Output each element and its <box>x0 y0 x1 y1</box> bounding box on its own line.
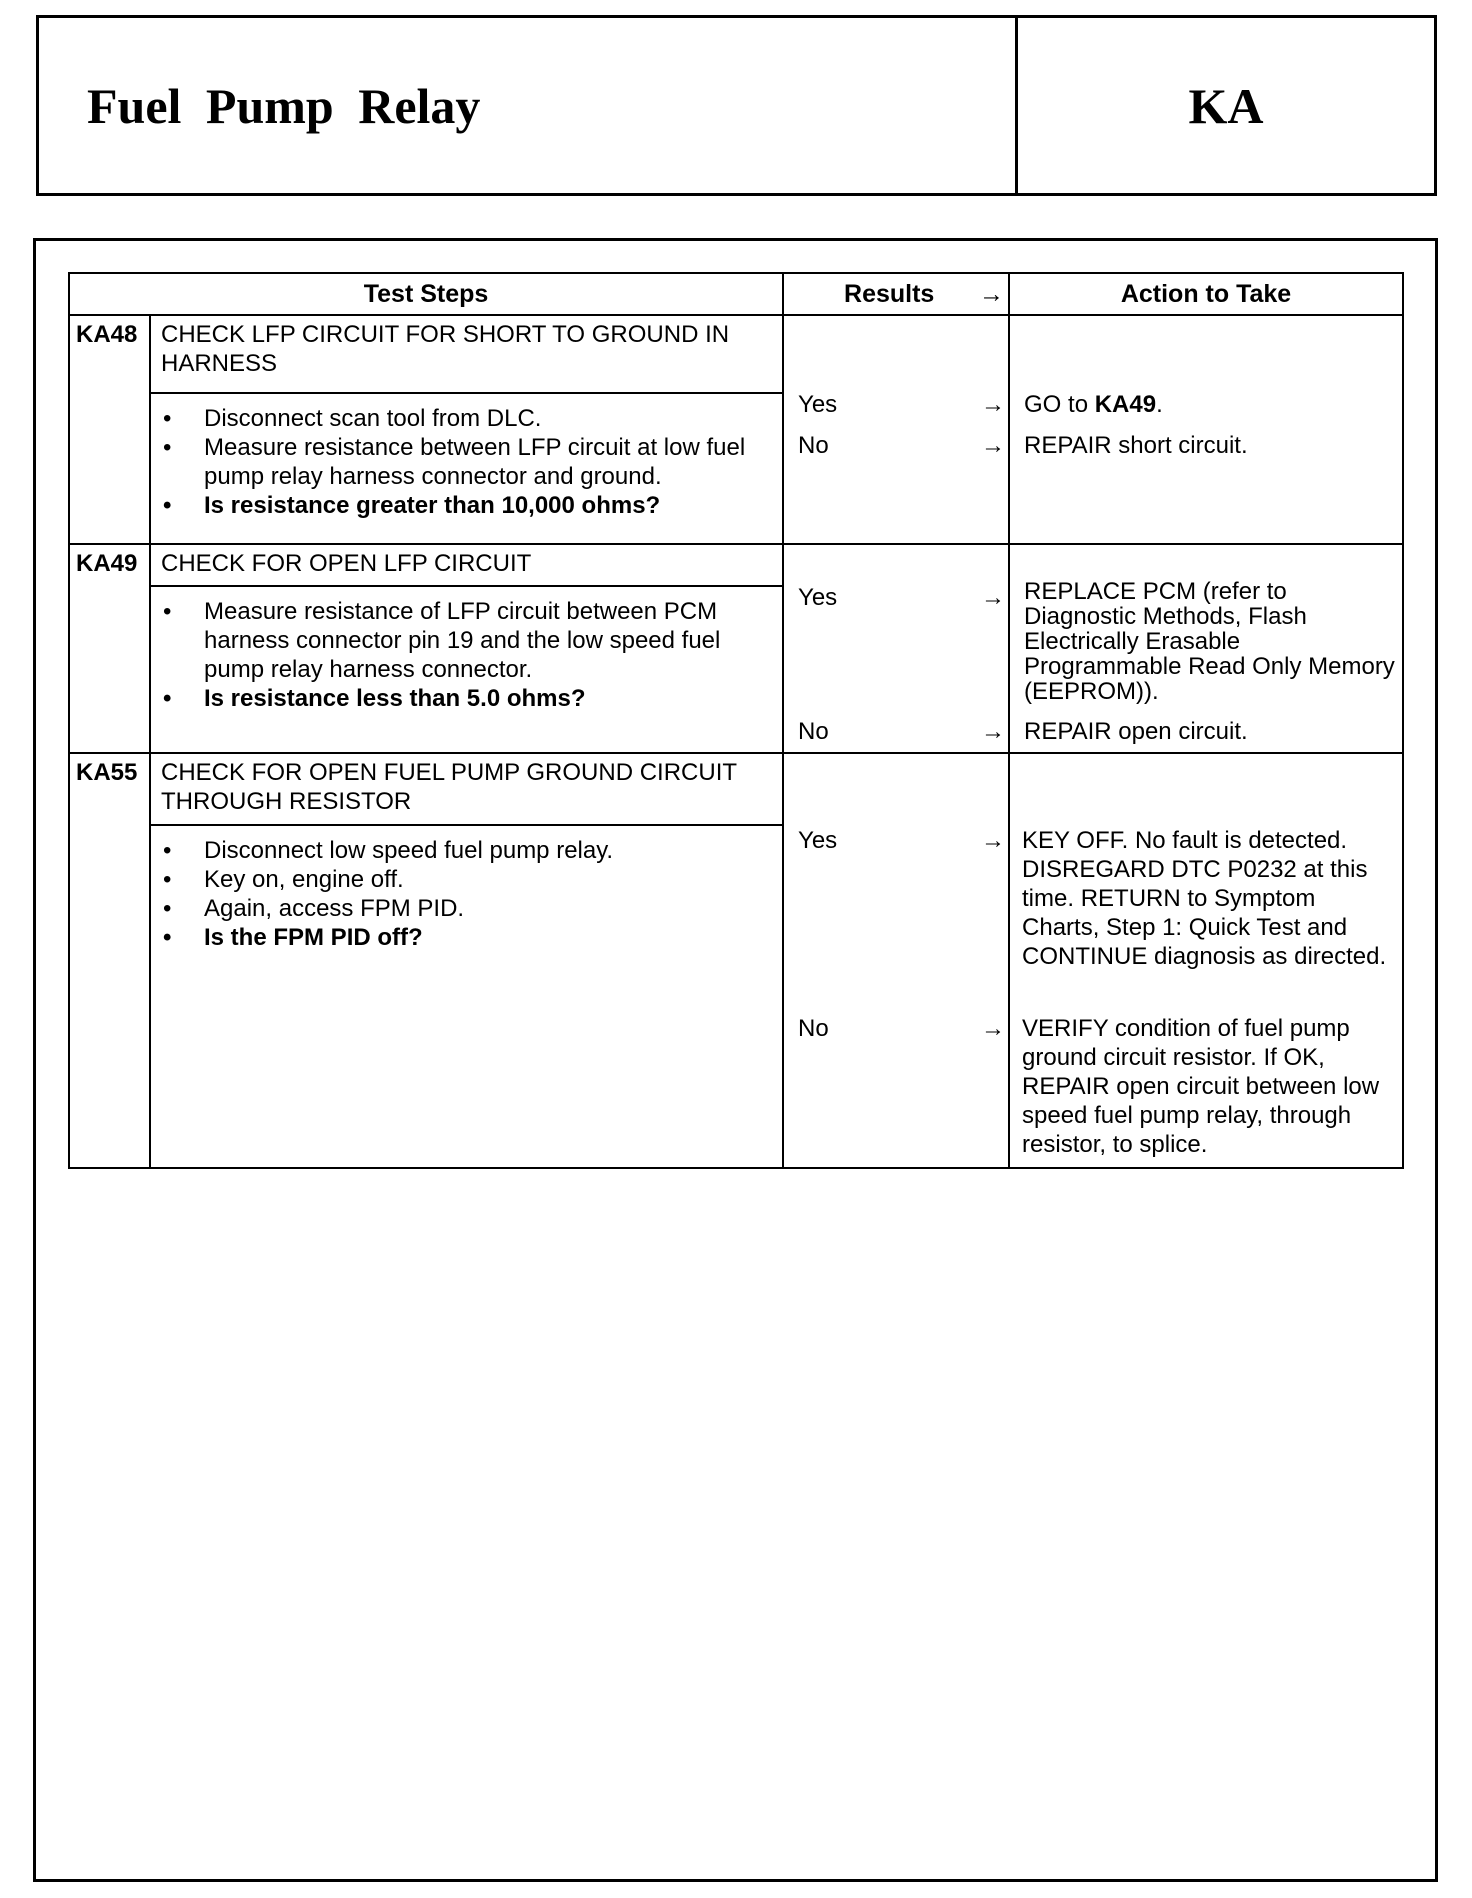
arrow-icon: → <box>979 280 1005 308</box>
step-id: KA49 <box>69 544 150 753</box>
step-title-row-ka49 <box>69 544 1403 586</box>
step-question: • Is resistance less than 5.0 ohms? <box>151 684 772 713</box>
header-results-label: Results <box>844 279 935 308</box>
results-cell <box>783 753 1009 1168</box>
action-cell <box>1009 315 1403 544</box>
step-title: CHECK FOR OPEN LFP CIRCUIT <box>150 544 783 586</box>
header-results <box>783 273 1009 315</box>
result-no: No <box>798 432 829 459</box>
step-id: KA48 <box>69 315 150 544</box>
step-title: CHECK LFP CIRCUIT FOR SHORT TO GROUND IN HARNESS <box>150 315 783 393</box>
arrow-icon: → <box>981 718 1006 745</box>
step-title-row-ka55 <box>69 753 1403 825</box>
arrow-icon: → <box>981 584 1006 611</box>
action-suffix: . <box>1156 391 1163 418</box>
action-cell <box>1009 544 1403 753</box>
list-item: • Disconnect scan tool from DLC. <box>151 404 772 433</box>
list-item: • Disconnect low speed fuel pump relay. <box>151 836 772 865</box>
step-title-row-ka48 <box>69 315 1403 393</box>
list-item: • Measure resistance between LFP circuit at low fuel pump relay harness connector and ground. <box>151 433 772 491</box>
step-id: KA55 <box>69 753 150 1168</box>
result-yes: Yes <box>798 827 838 854</box>
step-instructions <box>150 393 783 544</box>
page-title: Fuel Pump Relay <box>87 77 481 134</box>
step-link: KA49 <box>1094 391 1157 418</box>
results-cell <box>783 315 1009 544</box>
arrow-icon: → <box>981 1015 1006 1042</box>
results-cell <box>783 544 1009 753</box>
page-header <box>36 15 1437 196</box>
action-text: KEY OFF. No fault is detected. DISREGARD DTC P0232 at this time. RETURN to Symptom Charts, Step 1: Quick Test and CONTINUE diagnosis as directed. <box>1022 827 1387 970</box>
action-text: REPLACE PCM (refer to Diagnostic Methods, Flash Electrically Erasable Programmable Read Only Memory (EEPROM)). <box>1024 578 1395 705</box>
step-instructions <box>150 586 783 753</box>
list-item: • Again, access FPM PID. <box>151 894 772 923</box>
list-item: • Measure resistance of LFP circuit between PCM harness connector pin 19 and the low speed fuel pump relay harness connector. <box>151 597 772 684</box>
action-text <box>1024 390 1396 419</box>
action-prefix: GO to <box>1024 391 1095 418</box>
action-text: REPAIR short circuit. <box>1024 432 1248 459</box>
result-no: No <box>798 718 829 745</box>
step-question: • Is the FPM PID off? <box>151 923 772 952</box>
test-steps-table <box>68 272 1404 1169</box>
arrow-icon: → <box>981 432 1006 459</box>
action-text: VERIFY condition of fuel pump ground circuit resistor. If OK, REPAIR open circuit between low speed fuel pump relay, through resistor, to splice. <box>1022 1015 1380 1158</box>
action-text: REPAIR open circuit. <box>1024 718 1248 745</box>
result-yes: Yes <box>798 584 838 611</box>
step-instructions <box>150 825 783 1168</box>
table-header-row <box>69 273 1403 315</box>
arrow-icon: → <box>981 827 1006 854</box>
section-code: KA <box>1188 77 1264 134</box>
action-cell <box>1009 753 1403 1168</box>
result-no: No <box>798 1015 829 1042</box>
step-title: CHECK FOR OPEN FUEL PUMP GROUND CIRCUIT THROUGH RESISTOR <box>150 753 783 825</box>
result-yes: Yes <box>798 391 838 418</box>
header-test-steps: Test Steps <box>69 273 783 315</box>
step-question: • Is resistance greater than 10,000 ohms? <box>151 491 772 520</box>
list-item: • Key on, engine off. <box>151 865 772 894</box>
header-action: Action to Take <box>1009 273 1403 315</box>
arrow-icon: → <box>981 391 1006 418</box>
